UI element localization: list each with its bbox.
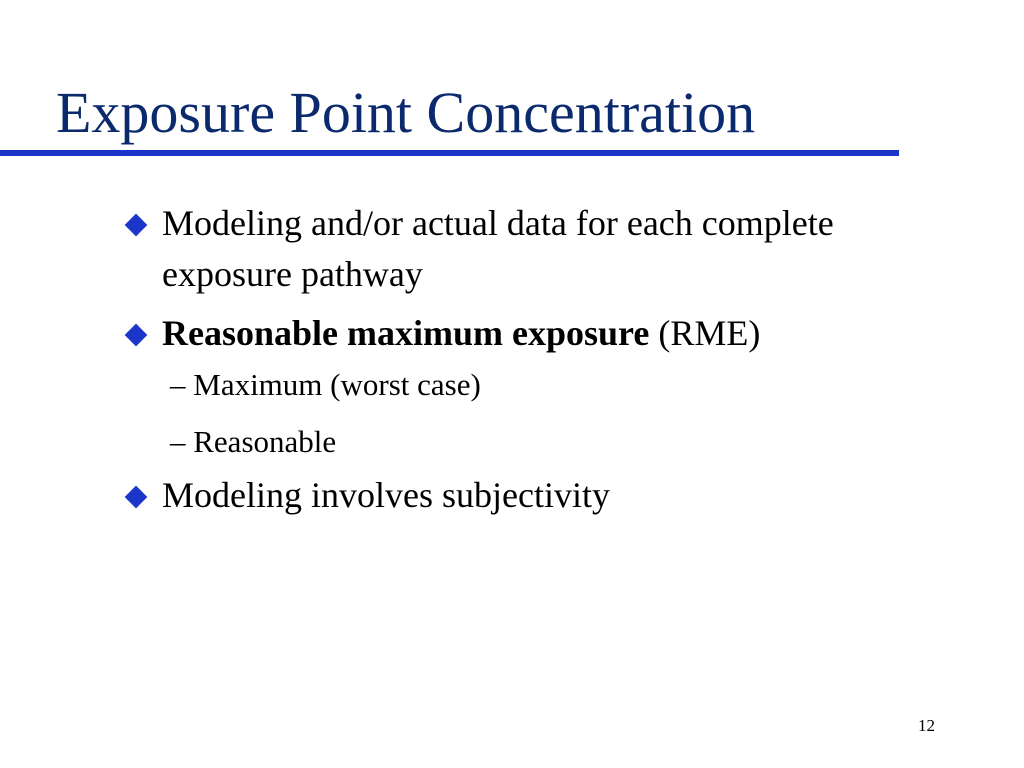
bullet-bold-text: Reasonable maximum exposure <box>162 313 650 353</box>
bullet-item-subjectivity <box>124 470 944 521</box>
page-number: 12 <box>918 716 935 735</box>
bullet-list <box>124 198 944 521</box>
bullet-text: Modeling involves subjectivity <box>162 475 610 515</box>
sub-item-maximum: – Maximum (worst case) <box>170 367 481 402</box>
sub-bullet-list <box>162 365 944 462</box>
diamond-bullet-icon <box>125 486 148 509</box>
slide-title: Exposure Point Concentration <box>56 80 756 145</box>
sub-item-reasonable: – Reasonable <box>170 424 337 459</box>
diamond-bullet-icon <box>125 214 148 237</box>
diamond-bullet-icon <box>125 324 148 347</box>
title-divider <box>0 150 899 156</box>
bullet-text: Modeling and/or actual data for each complete exposure pathway <box>162 203 834 294</box>
bullet-item-modeling-data <box>124 198 944 300</box>
bullet-item-rme <box>124 308 944 462</box>
bullet-text: (RME) <box>649 313 761 353</box>
